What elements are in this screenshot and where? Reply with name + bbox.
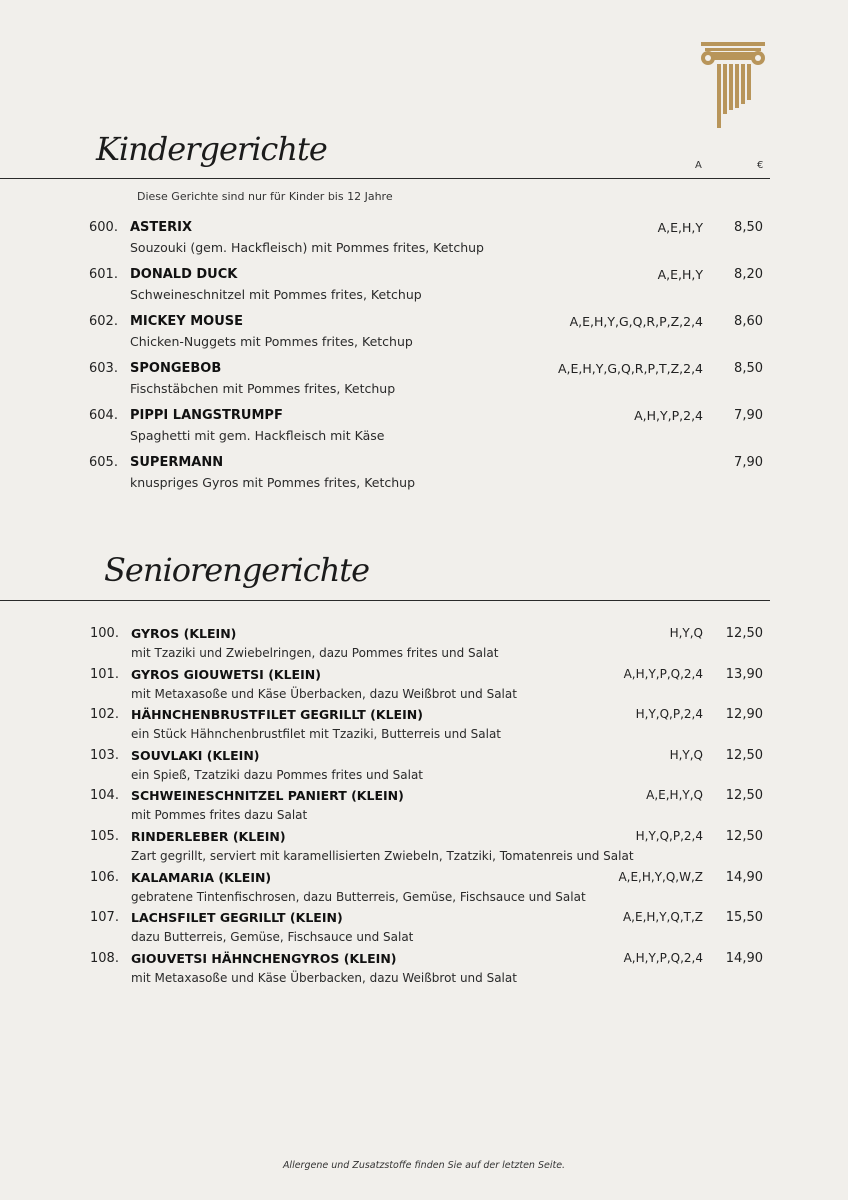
- item-description: dazu Butterreis, Gemüse, Fischsauce und Salat: [131, 930, 414, 945]
- item-number: 100.: [90, 626, 119, 641]
- item-description: Zart gegrillt, serviert mit karamellisierten Zwiebeln, Tzatziki, Tomatenreis und Salat: [131, 849, 634, 863]
- column-header-price: €: [757, 160, 764, 171]
- item-description: Souzouki (gem. Hackfleisch) mit Pommes frites, Ketchup: [130, 240, 484, 255]
- item-price: 12,50: [725, 788, 763, 804]
- item-description: mit Pommes frites dazu Salat: [131, 808, 308, 823]
- item-name: RINDERLEBER (KLEIN): [131, 829, 286, 844]
- item-number: 102.: [90, 707, 119, 723]
- item-description: Spaghetti mit gem. Hackfleisch mit Käse: [130, 428, 385, 443]
- item-description: knuspriges Gyros mit Pommes frites, Ketchup: [130, 475, 416, 490]
- item-name: SPONGEBOB: [130, 361, 222, 376]
- item-number: 604.: [89, 408, 118, 423]
- item-number: 603.: [89, 361, 118, 376]
- item-name: KALAMARIA (KLEIN): [131, 869, 272, 885]
- section-title-seniorengerichte: Seniorengerichte: [104, 551, 370, 589]
- item-description: Fischstäbchen mit Pommes frites, Ketchup: [130, 381, 396, 396]
- item-number: 602.: [89, 314, 118, 329]
- item-price: 15,50: [725, 910, 763, 926]
- item-allergens: A,E,H,Y,G,Q,R,P,Z,2,4: [569, 314, 703, 329]
- item-name: SUPERMANN: [130, 455, 224, 470]
- section-divider: [0, 600, 770, 601]
- item-name: HÄHNCHENBRUSTFILET GEGRILLT (KLEIN): [131, 707, 423, 723]
- item-price: 12,50: [725, 829, 763, 844]
- item-description: mit Metaxasoße und Käse Überbacken, dazu Weißbrot und Salat: [131, 970, 517, 985]
- item-name: GIOUVETSI HÄHNCHENGYROS (KLEIN): [131, 950, 397, 966]
- item-description: mit Metaxasoße und Käse Überbacken, dazu Weißbrot und Salat: [131, 686, 517, 701]
- item-number: 105.: [90, 829, 119, 844]
- item-allergens: A,H,Y,P,2,4: [634, 408, 703, 423]
- item-allergens: H,Y,Q: [669, 747, 703, 762]
- item-number: 600.: [89, 220, 118, 235]
- item-name: DONALD DUCK: [130, 267, 238, 282]
- item-allergens: A,E,H,Y: [657, 220, 703, 235]
- item-description: mit Tzaziki und Zwiebelringen, dazu Pommes frites und Salat: [131, 646, 499, 660]
- item-number: 108.: [90, 950, 119, 966]
- item-number: 605.: [89, 455, 118, 470]
- item-price: 8,60: [734, 314, 763, 329]
- item-name: MICKEY MOUSE: [130, 314, 243, 329]
- item-price: 12,50: [725, 626, 763, 641]
- item-number: 106.: [90, 869, 119, 885]
- item-allergens: A,E,H,Y,Q,T,Z: [622, 910, 703, 925]
- item-allergens: A,E,H,Y,Q: [646, 788, 703, 803]
- allergen-footnote: Allergene und Zusatzstoffe finden Sie auf der letzten Seite.: [282, 1160, 566, 1171]
- item-number: 103.: [90, 747, 119, 763]
- item-price: 12,50: [725, 747, 763, 763]
- section-divider: [0, 178, 770, 179]
- item-name: LACHSFILET GEGRILLT (KLEIN): [131, 910, 343, 926]
- item-allergens: A,E,H,Y: [657, 267, 703, 282]
- item-number: 107.: [90, 910, 119, 926]
- item-name: GYROS GIOUWETSI (KLEIN): [131, 666, 321, 682]
- greek-column-logo: [699, 42, 767, 128]
- item-allergens: H,Y,Q,P,2,4: [635, 707, 703, 722]
- item-price: 14,90: [725, 869, 763, 885]
- item-price: 13,90: [725, 666, 763, 682]
- age-note: Diese Gerichte sind nur für Kinder bis 12 Jahre: [137, 190, 393, 203]
- item-number: 104.: [90, 788, 119, 804]
- item-allergens: A,E,H,Y,G,Q,R,P,T,Z,2,4: [557, 361, 703, 376]
- item-name: SOUVLAKI (KLEIN): [131, 747, 260, 763]
- item-description: Schweineschnitzel mit Pommes frites, Ketchup: [130, 287, 422, 302]
- item-price: 8,50: [734, 220, 763, 235]
- column-header-allergens: A: [695, 160, 702, 171]
- item-allergens: A,H,Y,P,Q,2,4: [623, 666, 703, 681]
- item-allergens: A,E,H,Y,Q,W,Z: [618, 869, 703, 884]
- item-number: 601.: [89, 267, 118, 282]
- item-price: 8,50: [734, 361, 763, 376]
- item-name: ASTERIX: [130, 220, 193, 235]
- item-description: ein Spieß, Tzatziki dazu Pommes frites und Salat: [131, 767, 424, 782]
- item-description: ein Stück Hähnchenbrustfilet mit Tzaziki, Butterreis und Salat: [131, 727, 501, 742]
- item-description: Chicken-Nuggets mit Pommes frites, Ketchup: [130, 334, 413, 349]
- item-allergens: H,Y,Q: [669, 626, 703, 640]
- section-title-kindergerichte: Kindergerichte: [96, 130, 327, 168]
- item-price: 7,90: [734, 455, 763, 470]
- item-allergens: A,H,Y,P,Q,2,4: [623, 950, 703, 965]
- item-allergens: H,Y,Q,P,2,4: [635, 829, 703, 843]
- item-name: PIPPI LANGSTRUMPF: [130, 408, 283, 423]
- item-price: 12,90: [725, 707, 763, 723]
- item-name: SCHWEINESCHNITZEL PANIERT (KLEIN): [131, 788, 404, 804]
- item-price: 14,90: [725, 950, 763, 966]
- item-name: GYROS (KLEIN): [131, 626, 237, 641]
- item-description: gebratene Tintenfischrosen, dazu Butterreis, Gemüse, Fischsauce und Salat: [131, 889, 586, 904]
- item-number: 101.: [90, 666, 119, 682]
- item-price: 8,20: [734, 267, 763, 282]
- item-price: 7,90: [734, 408, 763, 423]
